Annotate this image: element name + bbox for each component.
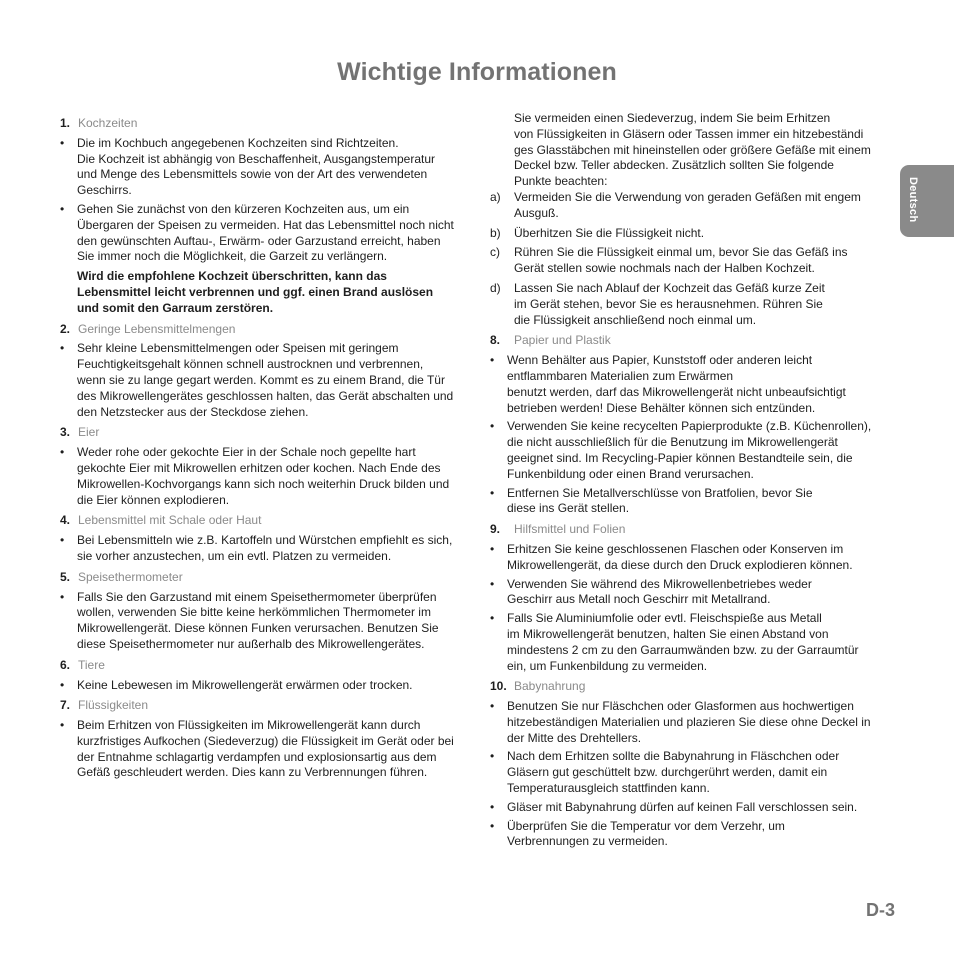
- text-line: Lassen Sie nach Ablauf der Kochzeit das Gefäß kurze Zeit: [514, 280, 825, 295]
- section-title: Tiere: [78, 657, 105, 672]
- text-line: Gefäß geschleudert werden. Dies kann zu Verbrennungen führen.: [77, 765, 428, 780]
- bullet-mark: •: [60, 677, 65, 692]
- bullet-item: [490, 577, 892, 609]
- text-line: wollen, verwenden Sie bitte keine herkömmlichen Thermometer im: [77, 605, 431, 620]
- text-line: ges Glasstäbchen mit hineinstellen oder größere Gefäße mit einem: [514, 142, 871, 157]
- text-line: von Flüssigkeiten in Gläsern oder Tassen immer ein hitzebeständi: [514, 126, 864, 141]
- section-heading: [60, 513, 476, 529]
- text-line: Vermeiden Sie die Verwendung von geraden Gefäßen mit engem: [514, 189, 861, 204]
- bullet-mark: •: [490, 353, 495, 368]
- right-column: [490, 111, 892, 853]
- text-line: Temperaturausgleich stattfinden kann.: [507, 781, 710, 796]
- section-heading: [60, 698, 476, 714]
- section-heading: [490, 679, 892, 695]
- text-line: des Mikrowellengerätes geschlossen halten, das Gerät abschalten und: [77, 388, 454, 403]
- bullet-mark: •: [60, 445, 65, 460]
- bullet-item: [490, 800, 892, 816]
- text-line: wenn sie zu lange gegart werden. Kommt es zu einem Brand, die Tür: [77, 372, 445, 387]
- bullet-item: [60, 445, 476, 508]
- page-title: Wichtige Informationen: [337, 58, 617, 86]
- paragraph: [490, 111, 892, 190]
- text-line: Ausguß.: [514, 205, 559, 220]
- item-letter: c): [490, 245, 500, 260]
- text-line: Wird die empfohlene Kochzeit überschritten, kann das: [77, 269, 387, 284]
- text-line: Gerät stellen sowie nochmals nach der Halben Kochzeit.: [514, 261, 815, 276]
- text-line: Überhitzen Sie die Flüssigkeit nicht.: [514, 225, 705, 240]
- bullet-item: [60, 533, 476, 565]
- text-line: Sehr kleine Lebensmittelmengen oder Speisen mit geringem: [77, 341, 399, 356]
- language-side-tab: [900, 165, 954, 237]
- section-heading: [60, 570, 476, 586]
- bullet-mark: •: [490, 749, 495, 764]
- bullet-item: [490, 749, 892, 796]
- section-number: 9.: [490, 522, 501, 537]
- text-line: Die Kochzeit ist abhängig von Beschaffenheit, Ausgangstemperatur: [77, 151, 436, 166]
- section-heading: [60, 425, 476, 441]
- bullet-item: [60, 590, 476, 653]
- bullet-item: [60, 718, 476, 781]
- section-title: Hilfsmittel und Folien: [514, 522, 626, 537]
- section-title: Flüssigkeiten: [78, 698, 149, 713]
- section-heading: [60, 658, 476, 674]
- section-number: 7.: [60, 698, 71, 713]
- bullet-mark: •: [490, 699, 495, 714]
- bullet-mark: •: [490, 541, 495, 556]
- text-line: ein, um Funkenbildung zu vermeiden.: [507, 658, 708, 673]
- section-title: Geringe Lebensmittelmengen: [78, 321, 236, 336]
- bullet-item: [60, 202, 476, 265]
- bullet-item: [490, 542, 892, 574]
- text-line: Lebensmittel leicht verbrennen und ggf. einen Brand auslösen: [77, 284, 434, 299]
- text-line: die nicht ausschließlich für die Benutzung im Mikrowellengerät: [507, 435, 838, 450]
- text-line: Wenn Behälter aus Papier, Kunststoff oder anderen leicht: [507, 353, 813, 368]
- bullet-item: [60, 136, 476, 199]
- text-line: und somit den Garraum zerstören.: [77, 300, 274, 315]
- text-line: Benutzen Sie nur Fläschchen oder Glasformen aus hochwertigen: [507, 699, 854, 714]
- bullet-item: [490, 419, 892, 482]
- text-line: Falls Sie den Garzustand mit einem Speisethermometer überprüfen: [77, 589, 437, 604]
- section-number: 6.: [60, 657, 71, 672]
- section-title: Kochzeiten: [78, 116, 138, 130]
- section-number: 10.: [490, 679, 507, 694]
- section-number: 1.: [60, 116, 71, 130]
- bullet-mark: •: [490, 419, 495, 434]
- text-line: kurzfristiges Aufkochen (Siedeverzug) die Flüssigkeit im Gerät oder bei: [77, 733, 454, 748]
- section-title: Eier: [78, 425, 100, 440]
- bullet-mark: •: [490, 611, 495, 626]
- text-line: Mikrowellen-Kochvorgangs kann sich noch weiterhin Druck bilden und: [77, 476, 450, 491]
- text-line: diese Speisethermometer nur außerhalb des Mikrowellengerätes.: [77, 636, 425, 651]
- text-line: Überprüfen Sie die Temperatur vor dem Verzehr, um: [507, 818, 785, 833]
- page-number: D-3: [866, 900, 896, 920]
- bullet-mark: •: [60, 135, 65, 150]
- item-letter: d): [490, 280, 501, 295]
- bullet-mark: •: [60, 341, 65, 356]
- text-line: mindestens 2 cm zu den Garraumwänden bzw. zu der Garraumtür: [507, 642, 859, 657]
- text-line: geeignet sind. Im Recycling-Papier können Bestandteile sein, die: [507, 450, 853, 465]
- bullet-mark: •: [490, 799, 495, 814]
- text-line: Falls Sie Aluminiumfolie oder evtl. Fleischspieße aus Metall: [507, 611, 822, 626]
- text-line: Geschirr aus Metall noch Geschirr mit Metallrand.: [507, 592, 771, 607]
- item-letter: b): [490, 225, 501, 240]
- lettered-item: [490, 245, 892, 277]
- text-line: Die im Kochbuch angegebenen Kochzeiten sind Richtzeiten.: [77, 135, 399, 150]
- bullet-item: [60, 678, 476, 694]
- text-line: der Mitte des Drehtellers.: [507, 730, 642, 745]
- lettered-item: [490, 226, 892, 242]
- section-heading: [490, 333, 892, 349]
- section-number: 8.: [490, 333, 501, 348]
- text-line: die Eier können explodieren.: [77, 492, 230, 507]
- text-line: Nach dem Erhitzen sollte die Babynahrung in Fläschchen oder: [507, 749, 840, 764]
- section-number: 3.: [60, 425, 71, 440]
- text-line: Gläsern gut geschüttelt bzw. durchgerührt werden, damit ein: [507, 765, 828, 780]
- text-line: benutzt werden, darf das Mikrowellengerät nicht unbeaufsichtigt: [507, 384, 846, 399]
- text-line: Mikrowellengerät, da diese durch den Druck explodieren können.: [507, 557, 853, 572]
- section-title: Speisethermometer: [78, 569, 183, 584]
- warning-text: [60, 269, 476, 316]
- bullet-mark: •: [60, 718, 65, 733]
- text-line: Übergaren der Speisen zu vermeiden. Hat das Lebensmittel noch nicht: [77, 217, 454, 232]
- bullet-item: [490, 353, 892, 416]
- text-line: Bei Lebensmitteln wie z.B. Kartoffeln und Würstchen empfiehlt es sich,: [77, 533, 453, 548]
- text-line: Keine Lebewesen im Mikrowellengerät erwärmen oder trocken.: [77, 677, 413, 692]
- section-heading: [490, 522, 892, 538]
- section-title: Babynahrung: [514, 679, 586, 694]
- lettered-item: [490, 190, 892, 222]
- bullet-item: [490, 611, 892, 674]
- text-line: Entfernen Sie Metallverschlüsse von Bratfolien, bevor Sie: [507, 485, 813, 500]
- bullet-item: [60, 341, 476, 420]
- text-line: sie vorher anzustechen, um ein evtl. Platzen zu vermeiden.: [77, 548, 392, 563]
- text-line: Mikrowellengerät. Diese können Funken verursachen. Benutzen Sie: [77, 621, 439, 636]
- text-line: Verwenden Sie keine recycelten Papierprodukte (z.B. Küchenrollen),: [507, 419, 872, 434]
- bullet-item: [490, 819, 892, 851]
- section-number: 2.: [60, 321, 71, 336]
- text-line: Deckel bzw. Teller abdecken. Zusätzlich sollten Sie folgende: [514, 158, 834, 173]
- text-line: Punkte beachten:: [514, 174, 608, 189]
- text-line: im Mikrowellengerät benutzen, halten Sie einen Abstand von: [507, 626, 829, 641]
- text-line: der Entnahme schlagartig verdampfen und explosionsartig aus dem: [77, 749, 437, 764]
- text-line: Beim Erhitzen von Flüssigkeiten im Mikrowellengerät kann durch: [77, 718, 421, 733]
- text-line: Weder rohe oder gekochte Eier in der Schale noch gepellte hart: [77, 445, 416, 460]
- section-title: Lebensmittel mit Schale oder Haut: [78, 513, 262, 528]
- text-line: hitzebeständigen Materialien und plazieren Sie diese ohne Deckel in: [507, 714, 871, 729]
- text-line: Sie immer noch die Möglichkeit, die Garzeit zu verlängern.: [77, 249, 388, 264]
- text-line: Gläser mit Babynahrung dürfen auf keinen Fall verschlossen sein.: [507, 799, 858, 814]
- text-line: diese ins Gerät stellen.: [507, 501, 630, 516]
- text-line: den Netzstecker aus der Steckdose ziehen.: [77, 404, 309, 419]
- text-line: Verwenden Sie während des Mikrowellenbetriebes weder: [507, 576, 812, 591]
- text-line: Erhitzen Sie keine geschlossenen Flaschen oder Konserven im: [507, 541, 844, 556]
- text-line: Geschirrs.: [77, 183, 132, 198]
- section-number: 4.: [60, 513, 71, 528]
- bullet-item: [490, 699, 892, 746]
- bullet-mark: •: [490, 818, 495, 833]
- section-heading: [60, 322, 476, 338]
- text-line: Gehen Sie zunächst von den kürzeren Kochzeiten aus, um ein: [77, 201, 410, 216]
- bullet-mark: •: [490, 485, 495, 500]
- left-column: [60, 111, 476, 784]
- bullet-mark: •: [60, 589, 65, 604]
- text-line: und Menge des Lebensmittels sowie von der Art des verwendeten: [77, 167, 428, 182]
- text-line: gekochte Eier mit Mikrowellen erhitzen oder kochen. Nach Ende des: [77, 460, 441, 475]
- text-line: Rühren Sie die Flüssigkeit einmal um, bevor Sie das Gefäß ins: [514, 245, 848, 260]
- text-line: die Flüssigkeit anschließend noch einmal um.: [514, 312, 757, 327]
- item-letter: a): [490, 189, 501, 204]
- bullet-item: [490, 486, 892, 518]
- text-line: betrieben werden! Diese Behälter können sich entzünden.: [507, 400, 816, 415]
- text-line: entflammbaren Materialien zum Erwärmen: [507, 368, 734, 383]
- lettered-item: [490, 281, 892, 328]
- text-line: im Gerät stehen, bevor Sie es herausnehmen. Rühren Sie: [514, 296, 823, 311]
- text-line: Funkenbildung oder einen Brand verursachen.: [507, 466, 754, 481]
- text-line: Feuchtigkeitsgehalt können schnell austrocknen und verbrennen,: [77, 357, 424, 372]
- text-line: Verbrennungen zu vermeiden.: [507, 834, 668, 849]
- section-title: Papier und Plastik: [514, 333, 611, 348]
- text-line: den gewünschten Auftau-, Erwärm- oder Garzustand erreicht, haben: [77, 233, 441, 248]
- bullet-mark: •: [60, 201, 65, 216]
- section-heading: [60, 116, 476, 132]
- section-number: 5.: [60, 569, 71, 584]
- side-tab-label: Deutsch: [907, 177, 919, 223]
- text-line: Sie vermeiden einen Siedeverzug, indem Sie beim Erhitzen: [514, 111, 831, 125]
- bullet-mark: •: [60, 533, 65, 548]
- bullet-mark: •: [490, 576, 495, 591]
